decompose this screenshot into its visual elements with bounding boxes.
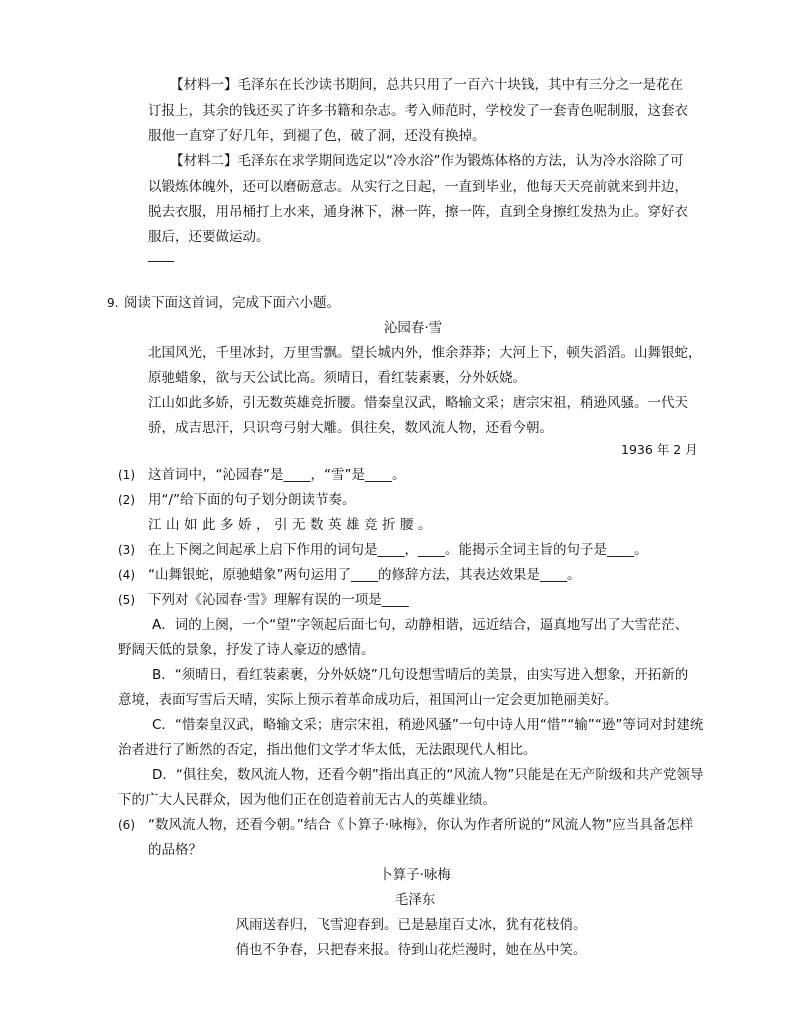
material-2-line-2: 以锻炼体魄外，还可以磨砺意志。从实行之日起，一直到毕业，他每天天亮前就来到井边， (148, 179, 688, 195)
poem-line-4: 骄，成吉思汗，只识弯弓射大雕。俱往矣，数风流人物，还看今朝。 (148, 420, 553, 436)
option-a-line-2: 野阔天低的景象，抒发了诗人豪迈的感情。 (118, 642, 375, 658)
poem2-title: 卜算子·咏梅 (379, 867, 451, 883)
question-intro: 阅读下面这首词，完成下面六小题。 (124, 295, 340, 311)
sub-question-text: 用“/”给下面的句子划分朗读节奏。 (148, 492, 356, 508)
option-d-line-1: D．“俱往矣，数风流人物，还看今朝”指出真正的“风流人物”只能是在无产阶级和共产党领导 (152, 767, 704, 783)
poem-title: 沁园春·雪 (383, 320, 443, 336)
sub-question-number: (6) (118, 818, 135, 832)
poem-date: 1936 年 2 月 (621, 442, 698, 457)
option-b-line-2: 意境，表面写雪后天晴，实际上预示着革命成功后，祖国河山一定会更加艳丽美好。 (118, 692, 618, 708)
material-2-line-4: 服后，还要做运动。 (148, 229, 270, 245)
option-d-line-2: 下的广大人民群众，因为他们正在创造着前无古人的英雄业绩。 (118, 792, 496, 808)
sub-question-text: “数风流人物，还看今朝。”结合《卜算子·咏梅》，你认为作者所说的“风流人物”应当具备怎样 (148, 817, 694, 833)
poem-line-2: 原驰蜡象，欲与天公试比高。须晴日，看红装素裹，分外妖娆。 (148, 370, 526, 386)
option-c-line-2: 治者进行了断然的否定，指出他们文学才华太低，无法跟现代人相比。 (118, 742, 537, 758)
poem2-line-1: 风雨送春归，飞雪迎春到。已是悬崖百丈冰，犹有花枝俏。 (235, 917, 587, 933)
poem2-line-2: 俏也不争春，只把春来报。待到山花烂漫时，她在丛中笑。 (235, 942, 587, 958)
sub-question-text-continued: 的品格？ (148, 842, 202, 858)
material-1-line-1: 【材料一】毛泽东在长沙读书期间，总共只用了一百六十块钱，其中有三分之一是花在 (170, 77, 683, 93)
sub-question-text: 在上下阕之间起承上启下作用的词句是____，____。能揭示全词主旨的句子是____。 (148, 542, 648, 558)
material-2-line-3: 脱去衣服，用吊桶打上水来，通身淋下，淋一阵，擦一阵，直到全身擦红发热为止。穿好衣 (148, 204, 688, 220)
answer-blank-line (148, 261, 174, 262)
material-1-line-2: 订报上，其余的钱还买了许多书籍和杂志。考入师范时，学校发了一套青色呢制服，这套衣 (148, 103, 688, 119)
sub-question-number: (1) (118, 468, 135, 482)
option-c-line-1: C．“惜秦皇汉武，略输文采；唐宗宋祖，稍逊风骚”一句中诗人用“惜”“输”“逊”等词对封建统 (152, 717, 704, 733)
sub-question-text: 这首词中，“沁园春”是____，“雪”是____。 (148, 467, 406, 483)
sub-question-number: (4) (118, 568, 135, 582)
sub-question-number: (2) (118, 493, 135, 507)
material-2-line-1: 【材料二】毛泽东在求学期间选定以“冷水浴”作为锻炼体格的方法，认为冷水浴除了可 (170, 153, 684, 169)
option-a-line-1: A．词的上阕，一个“望”字领起后面七句，动静相谐，远近结合，逼真地写出了大雪茫茫、 (152, 617, 689, 633)
sub-question-number: (3) (118, 543, 135, 557)
sub-question-number: (5) (118, 593, 135, 607)
sub-question-text: “山舞银蛇，原驰蜡象”两句运用了____的修辞方法，其表达效果是____。 (148, 567, 581, 583)
rhythm-sentence: 江山如此多娇，引无数英雄竞折腰。 (148, 517, 436, 533)
material-1-line-3: 服他一直穿了好几年，到褪了色，破了洞，还没有换掉。 (148, 128, 486, 144)
poem-line-1: 北国风光，千里冰封，万里雪飘。望长城内外，惟余莽莽；大河上下，顿失滔滔。山舞银蛇， (148, 345, 702, 361)
option-b-line-1: B．“须晴日，看红装素裹，分外妖娆”几句设想雪晴后的美景，由实写进入想象，开拓新的 (152, 667, 689, 683)
sub-question-text: 下列对《沁园春·雪》理解有误的一项是____ (148, 592, 409, 608)
poem2-author: 毛泽东 (394, 892, 436, 908)
question-number: 9. (107, 296, 119, 310)
poem-line-3: 江山如此多娇，引无数英雄竞折腰。惜秦皇汉武，略输文采；唐宗宋祖，稍逊风骚。一代天 (148, 395, 688, 411)
